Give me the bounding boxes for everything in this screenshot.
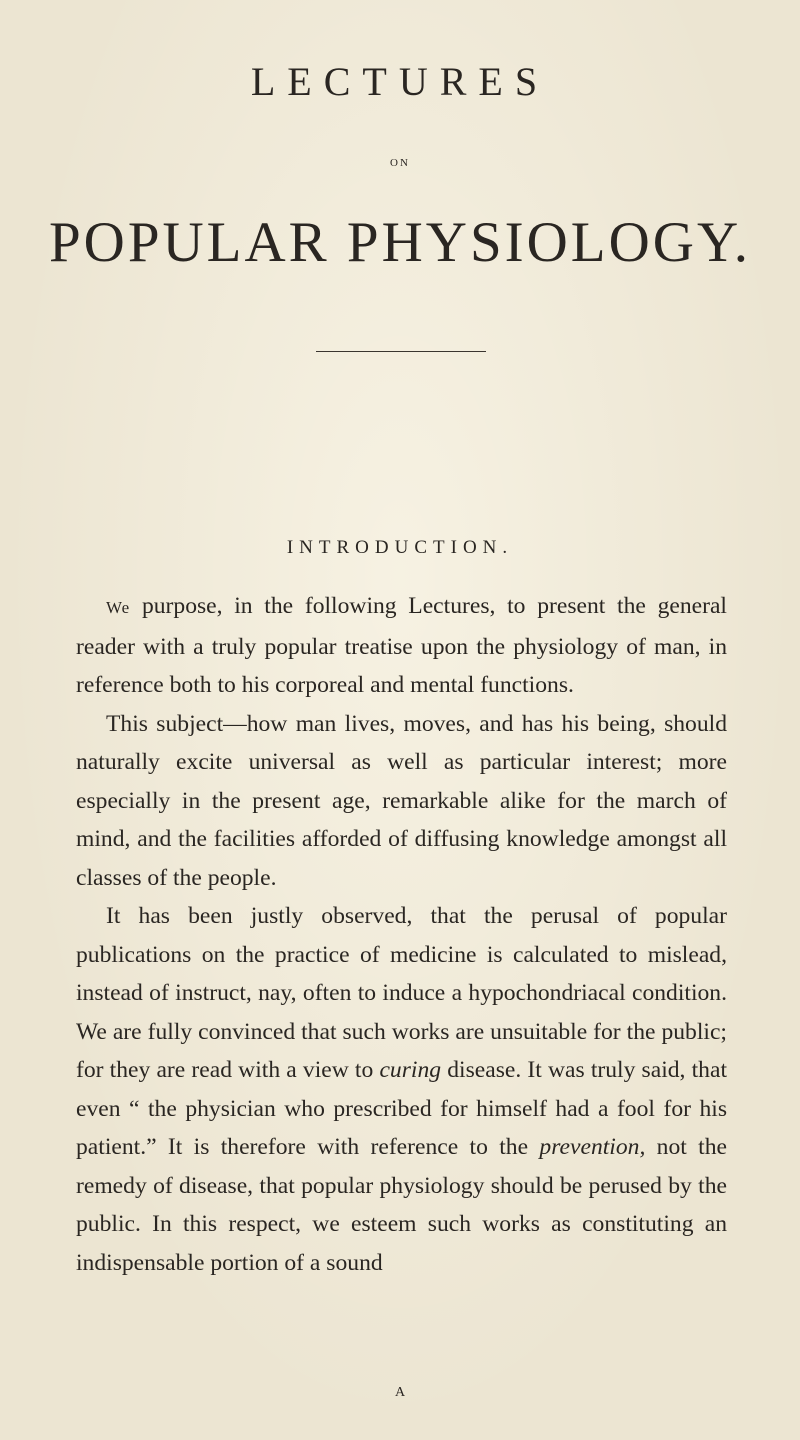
title-divider (316, 351, 486, 352)
paragraph (76, 587, 727, 705)
body-text (76, 587, 727, 1282)
italic-term: prevention, (539, 1134, 646, 1160)
paragraph (76, 897, 727, 1282)
page-title: LECTURES (250, 59, 550, 104)
italic-term: curing (379, 1057, 442, 1083)
paragraph-text: not the remedy of disease, that popular physiology should be perused by the public. In this respect, we esteem such works as constituting an indispensable portion of a sound (76, 1134, 727, 1276)
signature-mark: A (394, 1385, 406, 1400)
paragraph-text: purpose, in the following Lectures, to present the general reader with a truly popular treatise upon the physiology of man, in reference both to his corporeal and mental functions. (76, 593, 727, 698)
paragraph: This subject—how man lives, moves, and has his being, should naturally excite universal as well as particular interest; more especially in the present age, remarkable alike for the march of mind, and the facilities afforded of diffusing knowledge amongst all classes of the people. (76, 710, 727, 891)
paragraph-dropcap: We (106, 598, 131, 617)
section-heading: INTRODUCTION. (286, 537, 514, 558)
paragraph-text: It has been justly observed, that the perusal of popular publications on the practice of medicine is calculated to mislead, instead of instruct, nay, often to induce a hypochondriacal condition. We are fully convinced that such works are unsuitable for the public; for they are read with a view to (76, 903, 727, 1083)
paragraph-text: disease. It was truly said, that even “ the physician who prescribed for himself had a fool for his patient.” It is therefore with reference to the (76, 1057, 727, 1160)
title-connector: ON (390, 157, 410, 169)
page-subtitle: POPULAR PHYSIOLOGY. (48, 211, 752, 274)
